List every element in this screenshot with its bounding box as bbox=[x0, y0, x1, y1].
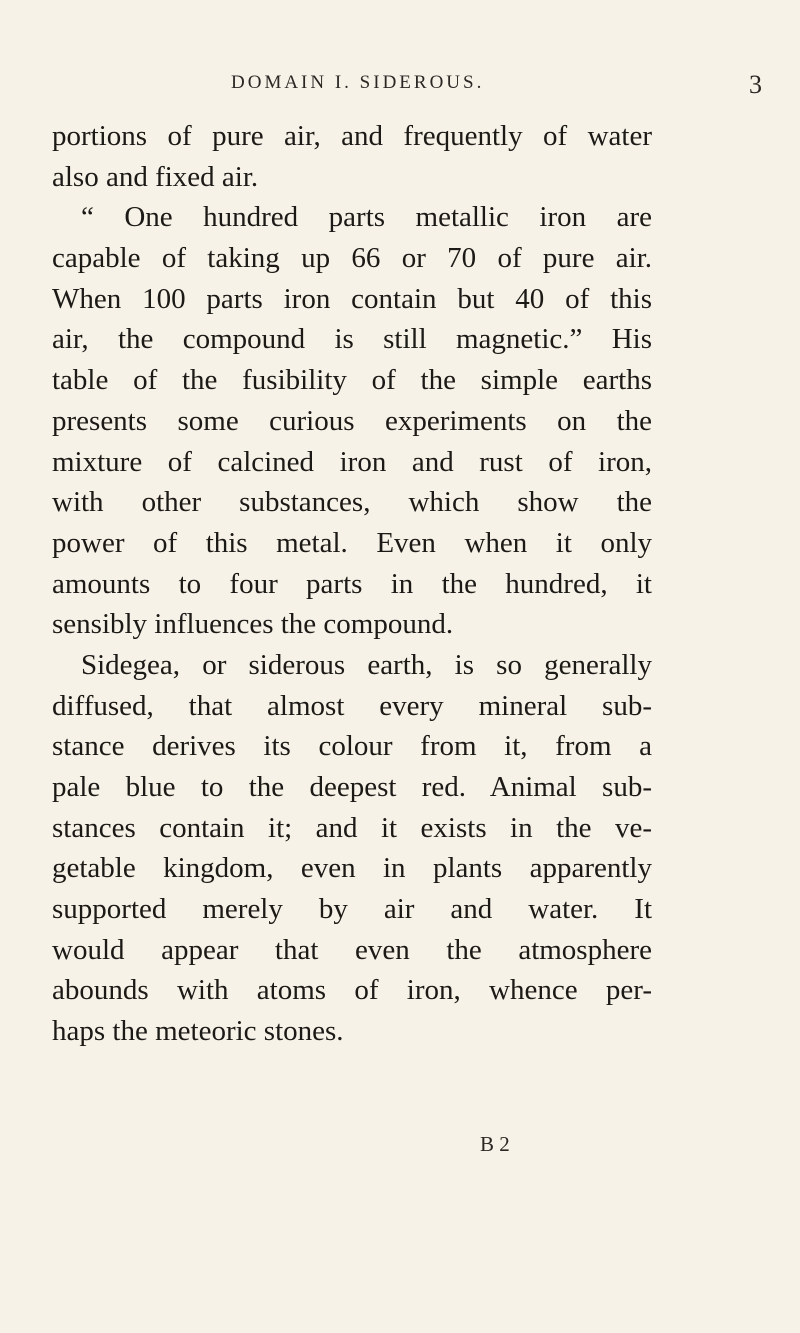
running-head: DOMAIN I. SIDEROUS. bbox=[231, 72, 485, 93]
page-number: 3 bbox=[749, 70, 762, 99]
text-line: air, the compound is still magnetic.” His bbox=[52, 323, 652, 356]
text-line: mixture of calcined iron and rust of iron, bbox=[52, 445, 652, 478]
text-line: stances contain it; and it exists in the ve- bbox=[52, 811, 652, 844]
text-line: presents some curious experiments on the bbox=[52, 404, 652, 437]
text-line: with other substances, which show the bbox=[52, 486, 652, 519]
text-line: getable kingdom, even in plants apparently bbox=[52, 852, 652, 885]
text-line: power of this metal. Even when it only bbox=[52, 526, 652, 559]
text-line: diffused, that almost every mineral sub- bbox=[52, 689, 652, 722]
text-line: “ One hundred parts metallic iron are bbox=[81, 201, 652, 234]
text-line: table of the fusibility of the simple earths bbox=[52, 364, 652, 397]
text-line: When 100 parts iron contain but 40 of this bbox=[52, 282, 652, 315]
signature-mark: B 2 bbox=[480, 1132, 510, 1156]
text-line: portions of pure air, and frequently of water bbox=[52, 120, 652, 152]
text-line: pale blue to the deepest red. Animal sub- bbox=[52, 771, 652, 803]
text-line: stance derives its colour from it, from a bbox=[52, 730, 652, 763]
text-line: supported merely by air and water. It bbox=[52, 893, 652, 926]
body-text bbox=[52, 116, 652, 1052]
text-line: also and fixed air. bbox=[52, 160, 259, 193]
text-line: amounts to four parts in the hundred, it bbox=[52, 567, 652, 600]
text-line: abounds with atoms of iron, whence per- bbox=[52, 974, 652, 1007]
text-line: capable of taking up 66 or 70 of pure air. bbox=[52, 242, 652, 275]
text-line: haps the meteoric stones. bbox=[52, 1015, 344, 1048]
text-line: would appear that even the atmosphere bbox=[52, 933, 652, 966]
text-line: sensibly influences the compound. bbox=[52, 608, 454, 641]
text-line: Sidegea, or siderous earth, is so generally bbox=[81, 648, 652, 681]
